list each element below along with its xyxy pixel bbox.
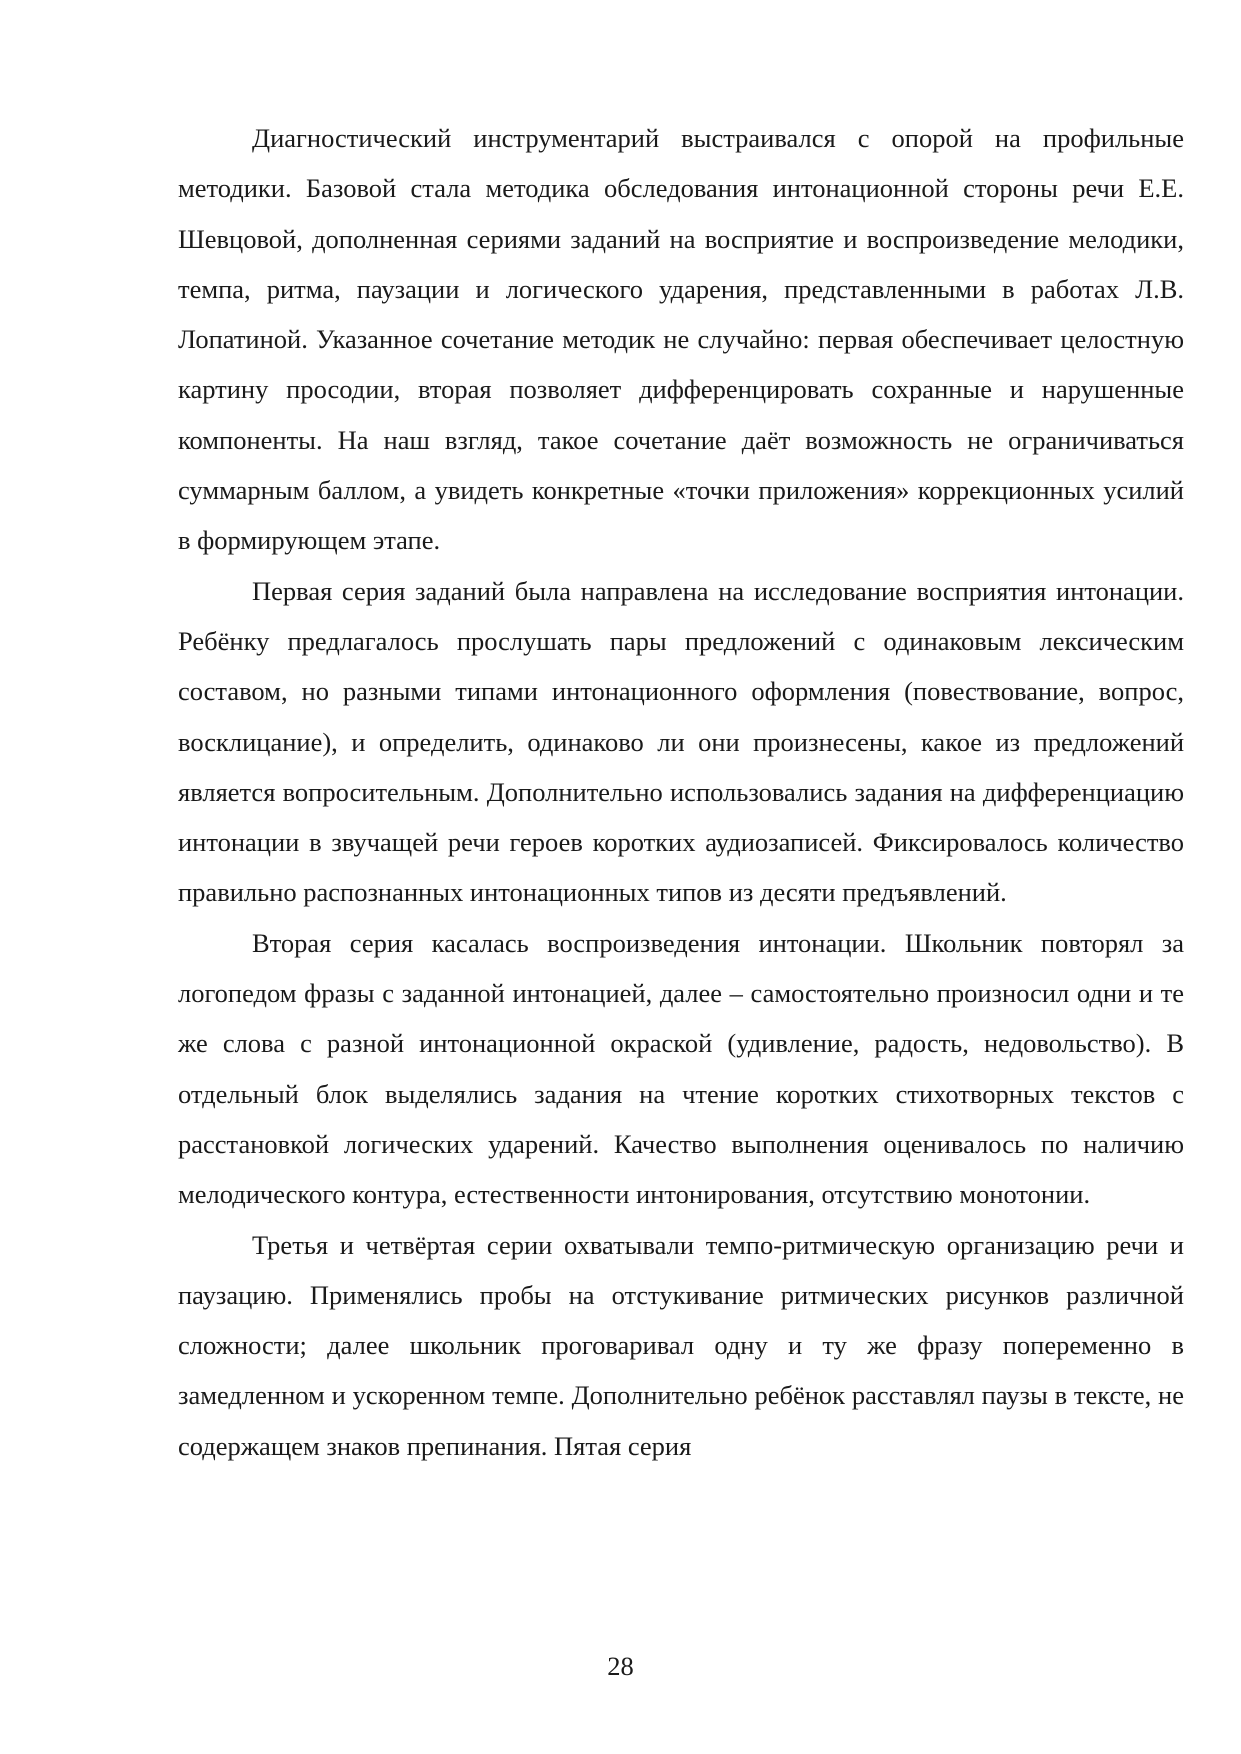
paragraph-diagnostic-tools: Диагностический инструментарий выстраивался с опорой на профильные методики. Базовой стала методика обследования интонационной стороны речи Е.Е. Шевцовой, дополненная сериями заданий на восприятие и воспроизведение мелодики, темпа, ритма, паузации и логического ударения, представленными в работах Л.В. Лопатиной. Указанное сочетание методик не случайно: первая обеспечивает целостную картину просодии, вторая позволяет дифференцировать сохранные и нарушенные компоненты. На наш взгляд, такое сочетание даёт возможность не ограничиваться суммарным баллом, а увидеть конкретные «точки приложения» коррекционных усилий в формирующем этапе.: [178, 123, 1184, 556]
paragraph-second-series: Вторая серия касалась воспроизведения интонации. Школьник повторял за логопедом фразы с заданной интонацией, далее – самостоятельно произносил одни и те же слова с разной интонационной окраской (удивление, радость, недовольство). В отдельный блок выделялись задания на чтение коротких стихотворных текстов с расстановкой логических ударений. Качество выполнения оценивалось по наличию мелодического контура, естественности интонирования, отсутствию монотонии.: [178, 927, 1184, 1210]
paragraph-third-fourth-series: Третья и четвёртая серии охватывали темпо-ритмическую организацию речи и паузацию. Применялись пробы на отстукивание ритмических рисунков различной сложности; далее школьник проговаривал одну и ту же фразу попеременно в замедленном и ускоренном темпе. Дополнительно ребёнок расставлял паузы в тексте, не содержащем знаков препинания. Пятая серия: [178, 1229, 1184, 1461]
body-text: [178, 113, 1184, 1471]
paragraph-first-series: Первая серия заданий была направлена на исследование восприятия интонации. Ребёнку предлагалось прослушать пары предложений с одинаковым лексическим составом, но разными типами интонационного оформления (повествование, вопрос, восклицание), и определить, одинаково ли они произнесены, какое из предложений является вопросительным. Дополнительно использовались задания на дифференциацию интонации в звучащей речи героев коротких аудиозаписей. Фиксировалось количество правильно распознанных интонационных типов из десяти предъявлений.: [178, 575, 1184, 908]
page-number: 28: [607, 1651, 634, 1681]
